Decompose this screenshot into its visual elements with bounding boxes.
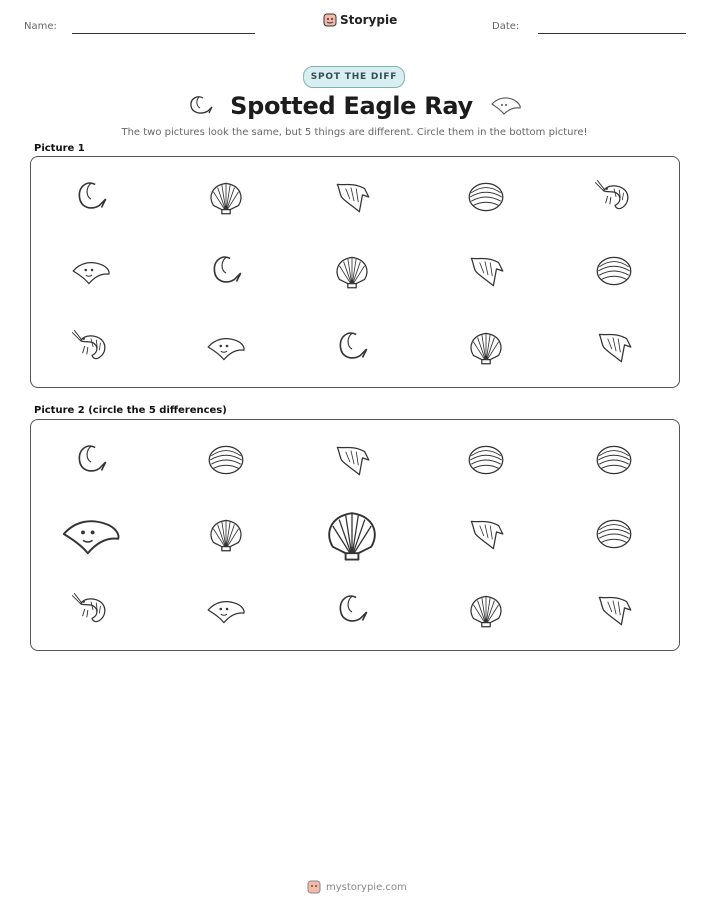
picture1-hook-icon xyxy=(70,176,112,222)
picture1-scallop-icon xyxy=(465,326,507,372)
name-line[interactable] xyxy=(72,33,255,34)
picture1-scallop-icon xyxy=(331,250,373,296)
picture1-stingray-icon xyxy=(205,326,247,372)
picture2-ray-icon[interactable] xyxy=(331,439,373,485)
storypie-footer-icon xyxy=(307,880,321,894)
picture2-ray-icon[interactable] xyxy=(593,589,635,635)
picture2-hook-icon[interactable] xyxy=(331,589,373,635)
spot-the-diff-badge: SPOT THE DIFF xyxy=(303,66,405,88)
picture2-scallop-icon[interactable] xyxy=(320,502,384,570)
picture2-frame[interactable] xyxy=(30,419,680,651)
picture1-clam-icon xyxy=(465,176,507,222)
brand-name: Storypie xyxy=(340,13,398,27)
picture1-ray-icon xyxy=(331,176,373,222)
picture2-label: Picture 2 (circle the 5 differences) xyxy=(34,405,227,416)
picture1-shrimp-icon xyxy=(70,326,112,372)
picture1-clam-icon xyxy=(593,250,635,296)
picture2-clam-icon[interactable] xyxy=(465,439,507,485)
title-row xyxy=(0,92,709,120)
picture2-clam-icon[interactable] xyxy=(593,513,635,559)
picture1-stingray-icon xyxy=(70,250,112,296)
picture2-clam-icon[interactable] xyxy=(593,439,635,485)
picture2-hook-icon[interactable] xyxy=(70,439,112,485)
picture2-stingray-icon[interactable] xyxy=(205,589,247,635)
brand-logo xyxy=(323,13,397,27)
picture1-frame xyxy=(30,156,680,388)
picture1-shrimp-icon xyxy=(593,176,635,222)
name-label: Name: xyxy=(24,21,57,32)
picture1-ray-icon xyxy=(465,250,507,296)
picture2-stingray-icon[interactable] xyxy=(59,502,123,570)
picture2-scallop-icon[interactable] xyxy=(465,589,507,635)
picture2-ray-icon[interactable] xyxy=(465,513,507,559)
picture2-shrimp-icon[interactable] xyxy=(70,589,112,635)
footer-url[interactable]: mystorypie.com xyxy=(326,881,407,893)
storypie-mascot-icon xyxy=(323,13,337,27)
date-line[interactable] xyxy=(538,33,686,34)
picture2-scallop-icon[interactable] xyxy=(205,513,247,559)
picture1-ray-icon xyxy=(593,326,635,372)
picture1-hook-icon xyxy=(205,250,247,296)
footer xyxy=(307,880,407,894)
page-title: Spotted Eagle Ray xyxy=(230,92,473,120)
picture1-label: Picture 1 xyxy=(34,143,85,154)
stingray-icon xyxy=(489,94,523,118)
picture1-scallop-icon xyxy=(205,176,247,222)
picture2-clam-icon[interactable] xyxy=(205,439,247,485)
instructions: The two pictures look the same, but 5 things are different. Circle them in the bottom picture! xyxy=(121,127,588,138)
picture1-hook-icon xyxy=(331,326,373,372)
hook-icon xyxy=(186,93,214,119)
date-label: Date: xyxy=(492,21,520,32)
